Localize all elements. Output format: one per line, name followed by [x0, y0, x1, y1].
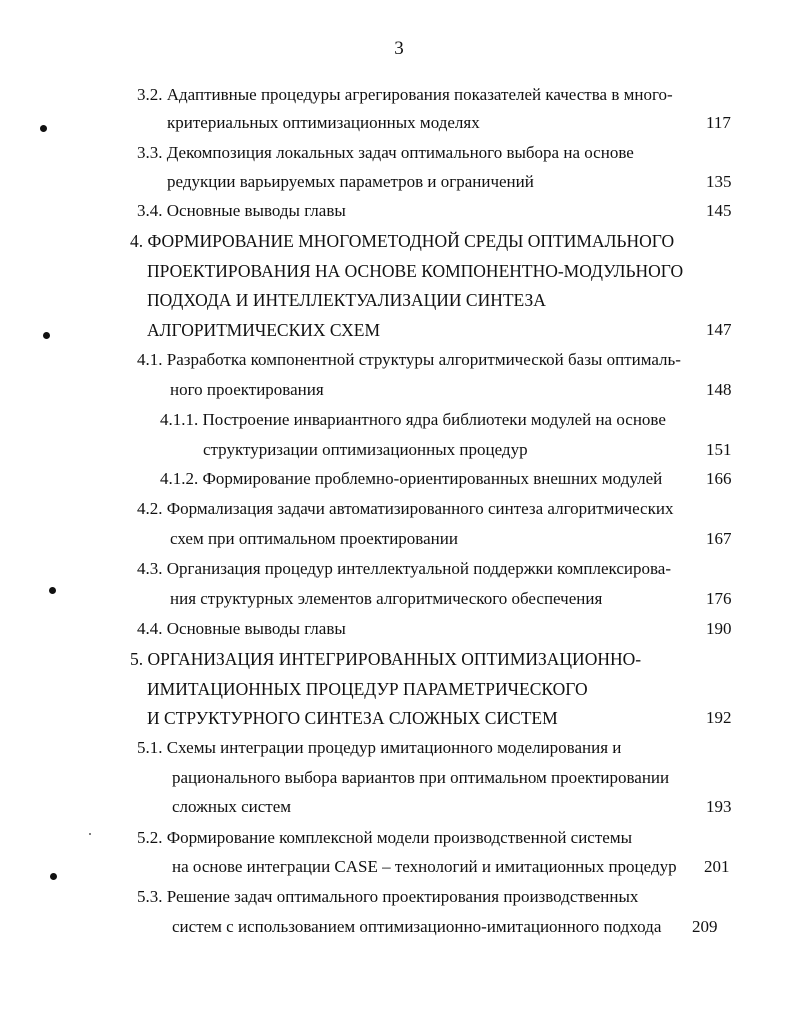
toc-chapter-4-line-4: АЛГОРИТМИЧЕСКИХ СХЕМ: [147, 320, 381, 340]
toc-entry-4-1-2-line-1: 4.1.2. Формирование проблемно-ориентированных внешних модулей: [160, 469, 663, 488]
toc-entry-3-2-line-2: критериальных оптимизационных моделях: [167, 113, 480, 132]
binder-hole-mark: [50, 873, 57, 880]
toc-entry-5-2-line-2: на основе интеграции CASE – технологий и имитационных процедур: [172, 857, 677, 876]
toc-entry-4-2-line-1: 4.2. Формализация задачи автоматизированного синтеза алгоритмических: [137, 499, 674, 518]
toc-entry-5-1-line-2: рационального выбора вариантов при оптимальном проектировании: [172, 768, 670, 787]
toc-entry-5-3-page: 209: [692, 917, 718, 936]
toc-chapter-4-line-2: ПРОЕКТИРОВАНИЯ НА ОСНОВЕ КОМПОНЕНТНО-МОДУЛЬНОГО: [147, 261, 684, 281]
toc-chapter-4-line-3: ПОДХОДА И ИНТЕЛЛЕКТУАЛИЗАЦИИ СИНТЕЗА: [147, 290, 546, 310]
toc-entry-3-2-line-1: 3.2. Адаптивные процедуры агрегирования показателей качества в много-: [137, 85, 673, 104]
toc-entry-4-4-line-1: 4.4. Основные выводы главы: [137, 619, 346, 638]
toc-entry-4-4-page: 190: [706, 619, 732, 638]
toc-entry-4-3-page: 176: [706, 589, 732, 608]
page-number: 3: [394, 38, 404, 59]
toc-entry-3-3-line-2: редукции варьируемых параметров и ограничений: [167, 172, 534, 191]
toc-chapter-4-page: 147: [706, 320, 732, 339]
toc-chapter-5-line-2: ИМИТАЦИОННЫХ ПРОЦЕДУР ПАРАМЕТРИЧЕСКОГО: [147, 679, 588, 699]
toc-entry-4-1-1-line-1: 4.1.1. Построение инвариантного ядра библиотеки модулей на основе: [160, 410, 666, 429]
toc-entry-5-1-line-1: 5.1. Схемы интеграции процедур имитационного моделирования и: [137, 738, 622, 757]
toc-entry-4-1-2-page: 166: [706, 469, 732, 488]
toc-entry-4-1-1-page: 151: [706, 440, 732, 459]
toc-entry-3-2-page: 117: [706, 113, 731, 132]
toc-entry-4-1-line-2: ного проектирования: [170, 380, 324, 399]
toc-entry-4-3-line-2: ния структурных элементов алгоритмического обеспечения: [170, 589, 603, 608]
toc-chapter-4-line-1: 4. ФОРМИРОВАНИЕ МНОГОМЕТОДНОЙ СРЕДЫ ОПТИМАЛЬНОГО: [130, 231, 675, 251]
toc-entry-5-1-line-3: сложных систем: [172, 797, 292, 816]
binder-hole-mark: [40, 125, 47, 132]
binder-hole-mark: [43, 332, 50, 339]
toc-entry-5-3-line-2: систем с использованием оптимизационно-имитационного подхода: [172, 917, 662, 936]
toc-entry-5-2-line-1: 5.2. Формирование комплексной модели производственной системы: [137, 828, 633, 847]
toc-entry-4-1-page: 148: [706, 380, 732, 399]
binder-hole-mark: [49, 587, 56, 594]
toc-chapter-5-page: 192: [706, 708, 732, 727]
toc-entry-3-3-line-1: 3.3. Декомпозиция локальных задач оптимального выбора на основе: [137, 143, 634, 162]
toc-entry-4-2-line-2: схем при оптимальном проектировании: [170, 529, 458, 548]
toc-chapter-5-line-1: 5. ОРГАНИЗАЦИЯ ИНТЕГРИРОВАННЫХ ОПТИМИЗАЦИОННО-: [130, 649, 642, 669]
toc-entry-4-1-line-1: 4.1. Разработка компонентной структуры алгоритмической базы оптималь-: [137, 350, 681, 369]
toc-entry-5-1-page: 193: [706, 797, 732, 816]
toc-entry-5-3-line-1: 5.3. Решение задач оптимального проектирования производственных: [137, 887, 639, 906]
toc-entry-3-3-page: 135: [706, 172, 732, 191]
toc-entry-5-2-page: 201: [704, 857, 730, 876]
toc-entry-3-4-line-1: 3.4. Основные выводы главы: [137, 201, 346, 220]
toc-entry-4-1-1-line-2: структуризации оптимизационных процедур: [203, 440, 528, 459]
scan-speck: [89, 833, 91, 835]
toc-entry-4-2-page: 167: [706, 529, 732, 548]
toc-entry-4-3-line-1: 4.3. Организация процедур интеллектуальной поддержки комплексирова-: [137, 559, 672, 578]
toc-chapter-5-line-3: И СТРУКТУРНОГО СИНТЕЗА СЛОЖНЫХ СИСТЕМ: [147, 708, 558, 728]
toc-entry-3-4-page: 145: [706, 201, 732, 220]
